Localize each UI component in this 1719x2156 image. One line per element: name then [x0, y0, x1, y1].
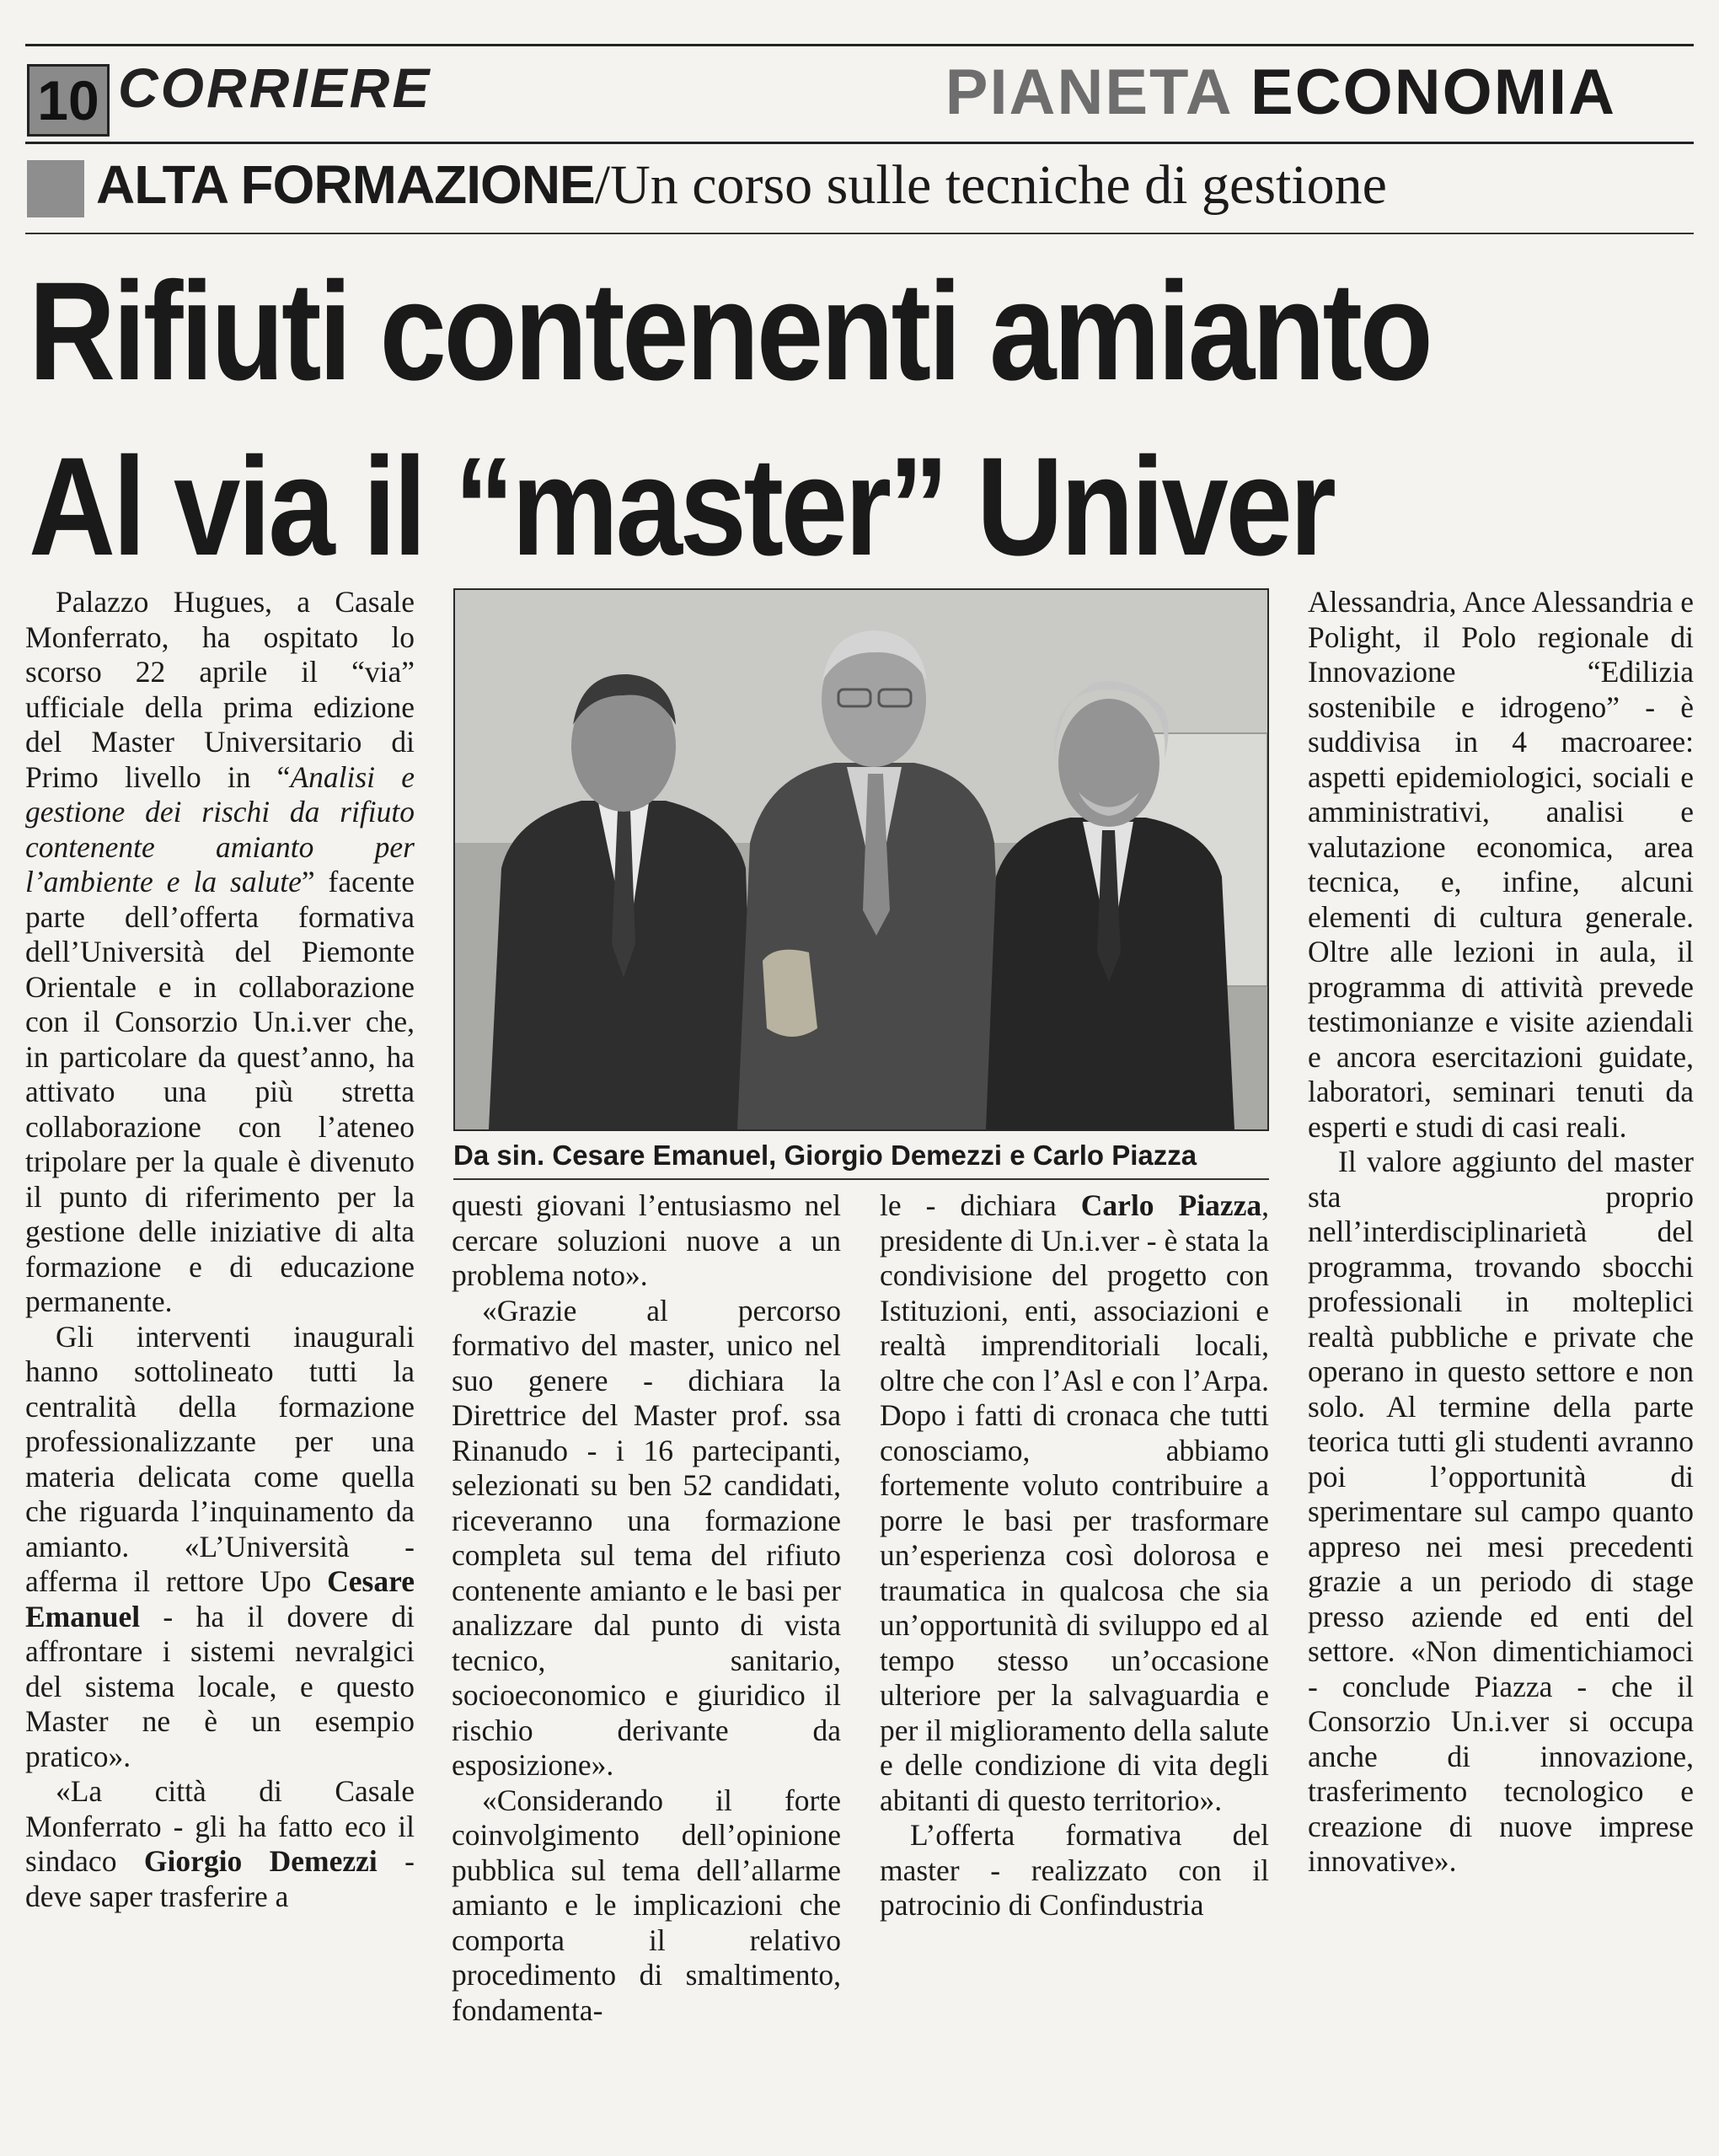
text-run: ” facente parte dell’offerta formativa dell’Università del Piemonte Orientale e in collaborazione con il Consorzio Un.i.ver che, in particolare da quest’anno, ha attivato una più stretta collaborazione con l’ateneo tripolare per la quale è divenuto il punto di riferimento per la gestione delle iniziative di alta formazione e di educazione permanente.: [25, 865, 415, 1318]
article-paragraph: «Grazie al percorso formativo del master, unico nel suo genere - dichiara la Direttrice del Master prof. ssa Rinanudo - i 16 partecipanti, selezionati su ben 52 candidati, riceveranno una formazione completa sul tema del rifiuto contenente amianto e le basi per analizzare dal punto di vista tecnico, sanitario, socioeconomico e giuridico il rischio derivante da esposizione».: [452, 1293, 841, 1782]
photo-caption: Da sin. Cesare Emanuel, Giorgio Demezzi e Carlo Piazza: [453, 1140, 1197, 1171]
text-run: le - dichiara: [880, 1188, 1081, 1222]
kicker-rest: Un corso sulle tecniche di gestione: [610, 154, 1387, 216]
headline-line-1: Rifiuti contenenti amianto: [29, 254, 1431, 410]
section-title-dark: ECONOMIA: [1250, 56, 1616, 128]
article-column-2: [452, 1188, 841, 2028]
article-paragraph: «Considerando il forte coinvolgimento dell’opinione pubblica sul tema dell’allarme amianto e le implicazioni che comporta il relativo procedimento di smaltimento, fondamenta-: [452, 1783, 841, 2027]
section-title-light: PIANETA: [945, 56, 1231, 128]
kicker-strong: ALTA FORMAZIONE: [96, 154, 595, 215]
text-run: , presidente di Un.i.ver - è stata la condivisione del progetto con Istituzioni, enti, associazioni e realtà imprenditoriali locali, oltre che con l’Asl e con l’Arpa. Dopo i fatti di cronaca che tutti conosciamo, abbiamo fortemente voluto contribuire a porre le basi per trasformare un’esperienza così dolorosa e traumatica in qualcosa che sia un’opportunità di sviluppo ed al tempo stesso un’occasione ulteriore per la salvaguardia e per il miglioramento della salute e delle condizione di vita degli abitanti di questo territorio».: [880, 1188, 1269, 1817]
article-paragraph: [25, 1320, 415, 1775]
text-run: - ha il dovere di affrontare i sistemi nevralgici del sistema locale, e questo Master ne è un esempio pratico».: [25, 1599, 415, 1773]
person-name: Cesare Emanuel: [25, 1564, 415, 1633]
headline-line-2: Al via il “master” Univer: [29, 429, 1334, 585]
article-column-3: [880, 1188, 1269, 1923]
article-paragraph: [25, 585, 415, 1320]
text-run: Palazzo Hugues, a Casale Monferrato, ha ospitato lo scorso 22 aprile il “via” ufficiale della prima edizione del Master Universitario di Primo livello in “: [25, 585, 415, 794]
article-paragraph: [25, 1774, 415, 1914]
text-run: - deve saper trasferire a: [25, 1844, 415, 1913]
article-paragraph: [880, 1188, 1269, 1818]
article-paragraph: questi giovani l’entusiasmo nel cercare soluzioni nuove a un problema noto».: [452, 1188, 841, 1292]
article-paragraph: Alessandria, Ance Alessandria e Polight, il Polo regionale di Innovazione “Edilizia sostenibile e idrogeno” - è suddivisa in 4 macroaree: aspetti epidemiologici, sociali e amministrativi, analisi e valutazione economica, area tecnica, e, infine, alcuni elementi di cultura generale. Oltre alle lezioni in aula, il programma di attività prevede testimonianze e visite aziendali e ancora esercitazioni guidate, laboratori, seminari tenuti da esperti e studi di casi reali.: [1308, 585, 1694, 1144]
photo-illustration-icon: [455, 590, 1267, 1129]
caption-rule: [453, 1178, 1269, 1180]
headline: [29, 244, 1470, 595]
top-rule: [25, 44, 1694, 46]
text-run: «La città di Casale Monferrato - gli ha fatto eco il sindaco: [25, 1774, 415, 1878]
person-name: Giorgio Demezzi: [143, 1844, 378, 1878]
section-title: [945, 56, 1616, 129]
article-column-4: [1308, 585, 1694, 1880]
kicker-rule: [25, 233, 1694, 234]
person-name: Carlo Piazza: [1080, 1188, 1262, 1222]
article-paragraph: L’offerta formativa del master - realizzato con il patrocinio di Confindustria: [880, 1818, 1269, 1922]
kicker-square-icon: [27, 160, 84, 217]
text-run: Gli interventi inaugurali hanno sottolineato tutti la centralità della formazione professionalizzante per una materia delicata come quella che riguarda l’inquinamento da amianto. «L’Università - afferma il rettore Upo: [25, 1319, 415, 1598]
article-photo: [453, 588, 1269, 1131]
article-column-1: [25, 585, 415, 1914]
article-paragraph: Il valore aggiunto del master sta proprio nell’interdisciplinarietà del programma, trovando sbocchi professionali in molteplici realtà pubbliche e private che operano in questo settore e non solo. Al termine della parte teorica tutti gli studenti avranno poi l’opportunità di sperimentare sul campo quanto appreso nei mesi precedenti grazie a un periodo di stage presso aziende ed enti del settore. «Non dimentichiamoci - conclude Piazza - che il Consorzio Un.i.ver si occupa anche di innovazione, trasferimento tecnologico e creazione di nuove imprese innovative».: [1308, 1145, 1694, 1878]
header-rule: [25, 142, 1694, 144]
kicker-separator: /: [594, 154, 611, 216]
page-number: 10: [27, 64, 110, 137]
masthead-logo: CORRIERE: [118, 56, 432, 119]
italic-title: Analisi e gestione dei rischi da rifiuto contenente amianto per l’ambiente e la salute: [25, 759, 415, 898]
kicker: [96, 153, 1387, 217]
